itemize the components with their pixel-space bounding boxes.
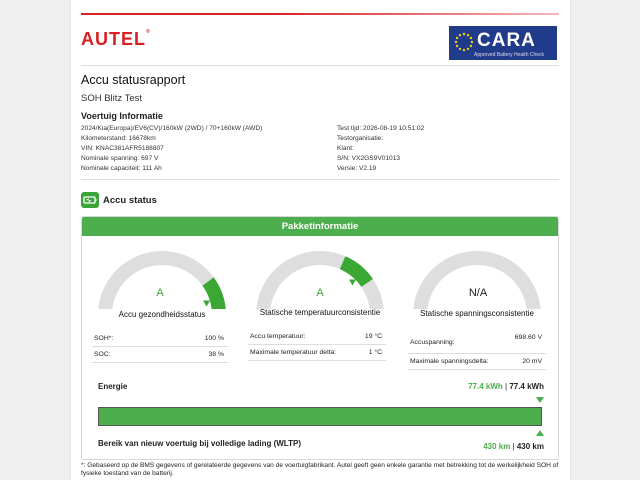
vehicle-vin: VIN: KNAC381AFR5188807	[81, 145, 164, 153]
energy-current: 77.4 kWh	[468, 382, 503, 391]
gauge-level	[340, 256, 373, 287]
nominal-voltage: Nominale spanning: 697 V	[81, 155, 159, 163]
vehicle-info-right	[337, 124, 424, 174]
health-metrics	[92, 331, 228, 363]
energy-bar	[98, 407, 542, 426]
voltage-grade: N/A	[468, 287, 488, 299]
temperature-metrics	[248, 329, 386, 361]
health-gauge	[92, 249, 232, 309]
max-temperature-delta-row: Maximale temperatuur delta: 1 °C	[248, 345, 386, 361]
soc-row: SOC: 38 %	[92, 347, 228, 363]
energy-label: Energie	[98, 382, 128, 391]
max-voltage-delta-row: Maximale spanningsdelta: 20 mV	[408, 354, 546, 370]
eu-stars-icon	[453, 31, 475, 53]
gauge-track	[98, 251, 226, 309]
star-icon	[456, 37, 458, 39]
energy-marker-icon	[536, 397, 544, 403]
range-value: 430 km | 430 km	[483, 442, 544, 451]
customer: Klant:	[337, 145, 354, 153]
vehicle-info-heading: Voertuig Informatie	[81, 111, 163, 121]
star-icon	[470, 37, 472, 39]
cara-tagline: Approved Battery Health Check	[474, 52, 545, 58]
nominal-capacity: Nominale capaciteit: 111 Ah	[81, 165, 162, 173]
accu-voltage-row: Accuspanning: 698.60 V	[408, 331, 546, 354]
temperature-gauge	[250, 249, 390, 309]
star-icon	[470, 45, 472, 47]
range-label: Bereik van nieuw voertuig bij volledige lading (WLTP)	[98, 439, 301, 448]
voltage-gauge	[407, 249, 547, 309]
voltage-metrics	[408, 331, 546, 370]
energy-value: 77.4 kWh | 77.4 kWh	[468, 382, 544, 391]
temperature-gauge-label: Statische temperatuurconsistentie	[259, 308, 381, 317]
version: Versie: V2.19	[337, 165, 377, 173]
soh-row: SOH*: 100 %	[92, 331, 228, 347]
panel-header: Pakketinformatie	[82, 217, 558, 236]
gauge-track	[413, 251, 541, 309]
range-marker-icon	[536, 430, 544, 436]
battery-status-icon	[81, 192, 99, 208]
range-current: 430 km	[483, 442, 511, 451]
cara-badge	[449, 26, 557, 60]
divider	[81, 65, 559, 66]
vehicle-odometer: Kilometerstand: 16678km	[81, 135, 156, 143]
star-icon	[463, 49, 465, 51]
voltage-gauge-label: Statische spanningsconsistentie	[420, 309, 534, 318]
cara-word: CARA	[477, 30, 536, 51]
report-title: Accu statusrapport	[81, 73, 186, 87]
footnote: *: Gebaseerd op de BMS gegevens of gerelateerde gegevens van de voertuigfabrikant. Autel geeft geen enkele garantie met betrekking tot de werkelijkheid SOH of fysieke toestand van de batterij.	[81, 462, 559, 477]
report-subtitle: SOH Blitz Test	[81, 93, 143, 104]
star-icon	[467, 48, 469, 50]
report-page	[71, 0, 570, 480]
accu-temperature-row: Accu temperatuur: 19 °C	[248, 329, 386, 345]
range-total: 430 km	[516, 442, 544, 451]
energy-total: 77.4 kWh	[509, 382, 544, 391]
star-icon	[459, 34, 461, 36]
star-icon	[456, 45, 458, 47]
section-title: Accu status	[103, 195, 157, 206]
top-accent-line	[81, 13, 559, 15]
star-icon	[455, 41, 457, 43]
energy-bar-fill	[99, 408, 541, 425]
test-organisation: Testorganisatie:	[337, 135, 384, 143]
health-grade: A	[156, 287, 164, 299]
pack-info-panel	[81, 216, 559, 460]
star-icon	[459, 48, 461, 50]
test-time: Test tijd: 2026-08-19 10:51:02	[337, 125, 425, 132]
star-icon	[467, 34, 469, 36]
gauge-pointer-icon	[349, 279, 356, 285]
vehicle-model: 2024/Kia(Europa)/EV6(CV)/160kW (2WD) / 70+160kW (AWD)	[81, 125, 263, 132]
gauge-pointer-icon	[203, 301, 210, 307]
divider	[81, 179, 559, 180]
star-icon	[471, 41, 473, 43]
star-icon	[463, 33, 465, 35]
health-gauge-label: Accu gezondheidsstatus	[118, 310, 206, 319]
serial-number: S/N: VX2GS9V01013	[337, 155, 401, 163]
temperature-grade: A	[316, 287, 324, 299]
autel-logo: AUTEL®	[81, 29, 151, 49]
vehicle-info-left	[81, 124, 262, 174]
